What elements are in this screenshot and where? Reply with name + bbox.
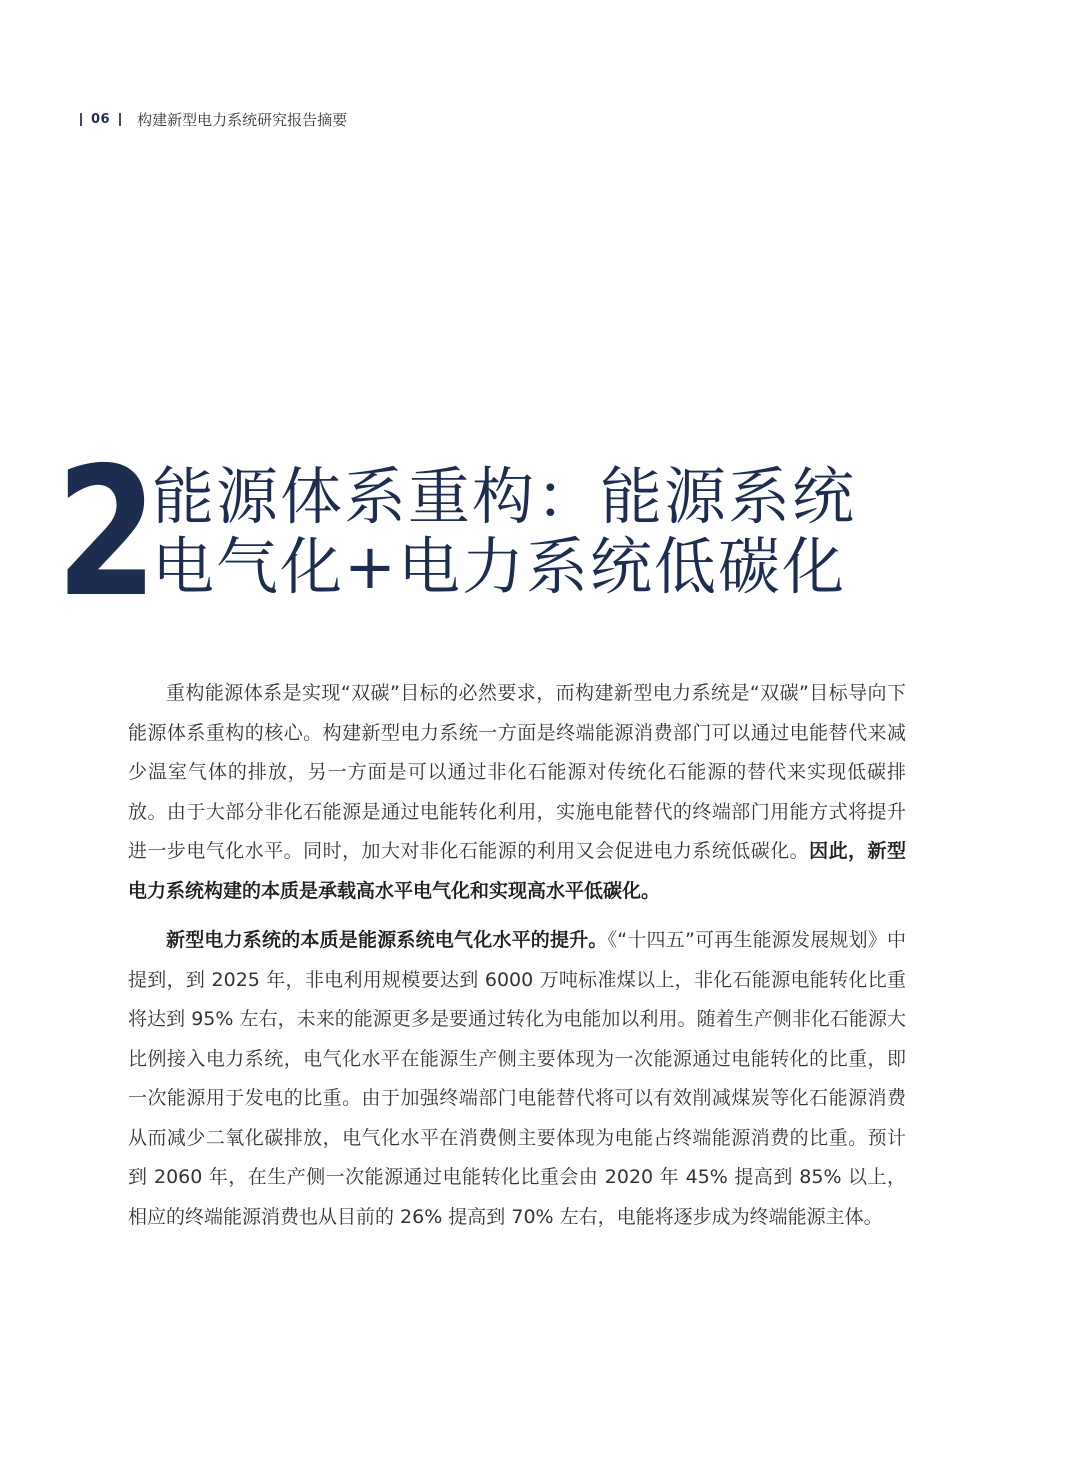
chapter-title-line-2: 电气化+电力系统低碳化	[152, 530, 846, 603]
paragraph-2-text: 《“十四五”可再生能源发展规划》中提到，到 2025 年，非电利用规模要达到 6000 万吨标准煤以上，非化石能源电能转化比重将达到 95% 左右，未来的能源更多是要通过转化为电能加以利用。随着生产侧非化石能源大比例接入电力系统，电气化水平在能源生产侧主要体现为一次能源通过电能转化的比重，即一次能源用于发电的比重。由于加强终端部门电能替代将可以有效削减煤炭等化石能源消费从而减少二氧化碳排放，电气化水平在消费侧主要体现为电能占终端能源消费的比重。预计到 2060 年，在生产侧一次能源通过电能转化比重会由 2020 年 45% 提高到 85% 以上，相应的终端能源消费也从目前的 26% 提高到 70% 左右，电能将逐步成为终端能源主体。	[128, 929, 906, 1228]
chapter-title-line-1: 能源体系重构：能源系统	[152, 460, 857, 533]
body-text	[128, 674, 906, 1237]
header-divider-left	[80, 113, 82, 126]
paragraph-1	[128, 674, 906, 911]
paragraph-2	[128, 921, 906, 1237]
header-divider-right	[119, 113, 121, 126]
chapter-number: 2	[56, 429, 158, 636]
paragraph-2-bold-lead: 新型电力系统的本质是能源系统电气化水平的提升。	[166, 929, 608, 951]
running-header	[80, 108, 347, 130]
report-title: 构建新型电力系统研究报告摘要	[137, 110, 348, 129]
chapter-title	[152, 462, 856, 602]
page-number: 06	[91, 111, 111, 127]
paragraph-1-bold-conclusion: 因此，新型电力系统构建的本质是承载高水平电气化和实现高水平低碳化。	[128, 840, 906, 902]
paragraph-1-text: 重构能源体系是实现“双碳”目标的必然要求，而构建新型电力系统是“双碳”目标导向下能源体系重构的核心。构建新型电力系统一方面是终端能源消费部门可以通过电能替代来减少温室气体的排放，另一方面是可以通过非化石能源对传统化石能源的替代来实现低碳排放。由于大部分非化石能源是通过电能转化利用，实施电能替代的终端部门用能方式将提升进一步电气化水平。同时，加大对非化石能源的利用又会促进电力系统低碳化。	[128, 682, 906, 862]
